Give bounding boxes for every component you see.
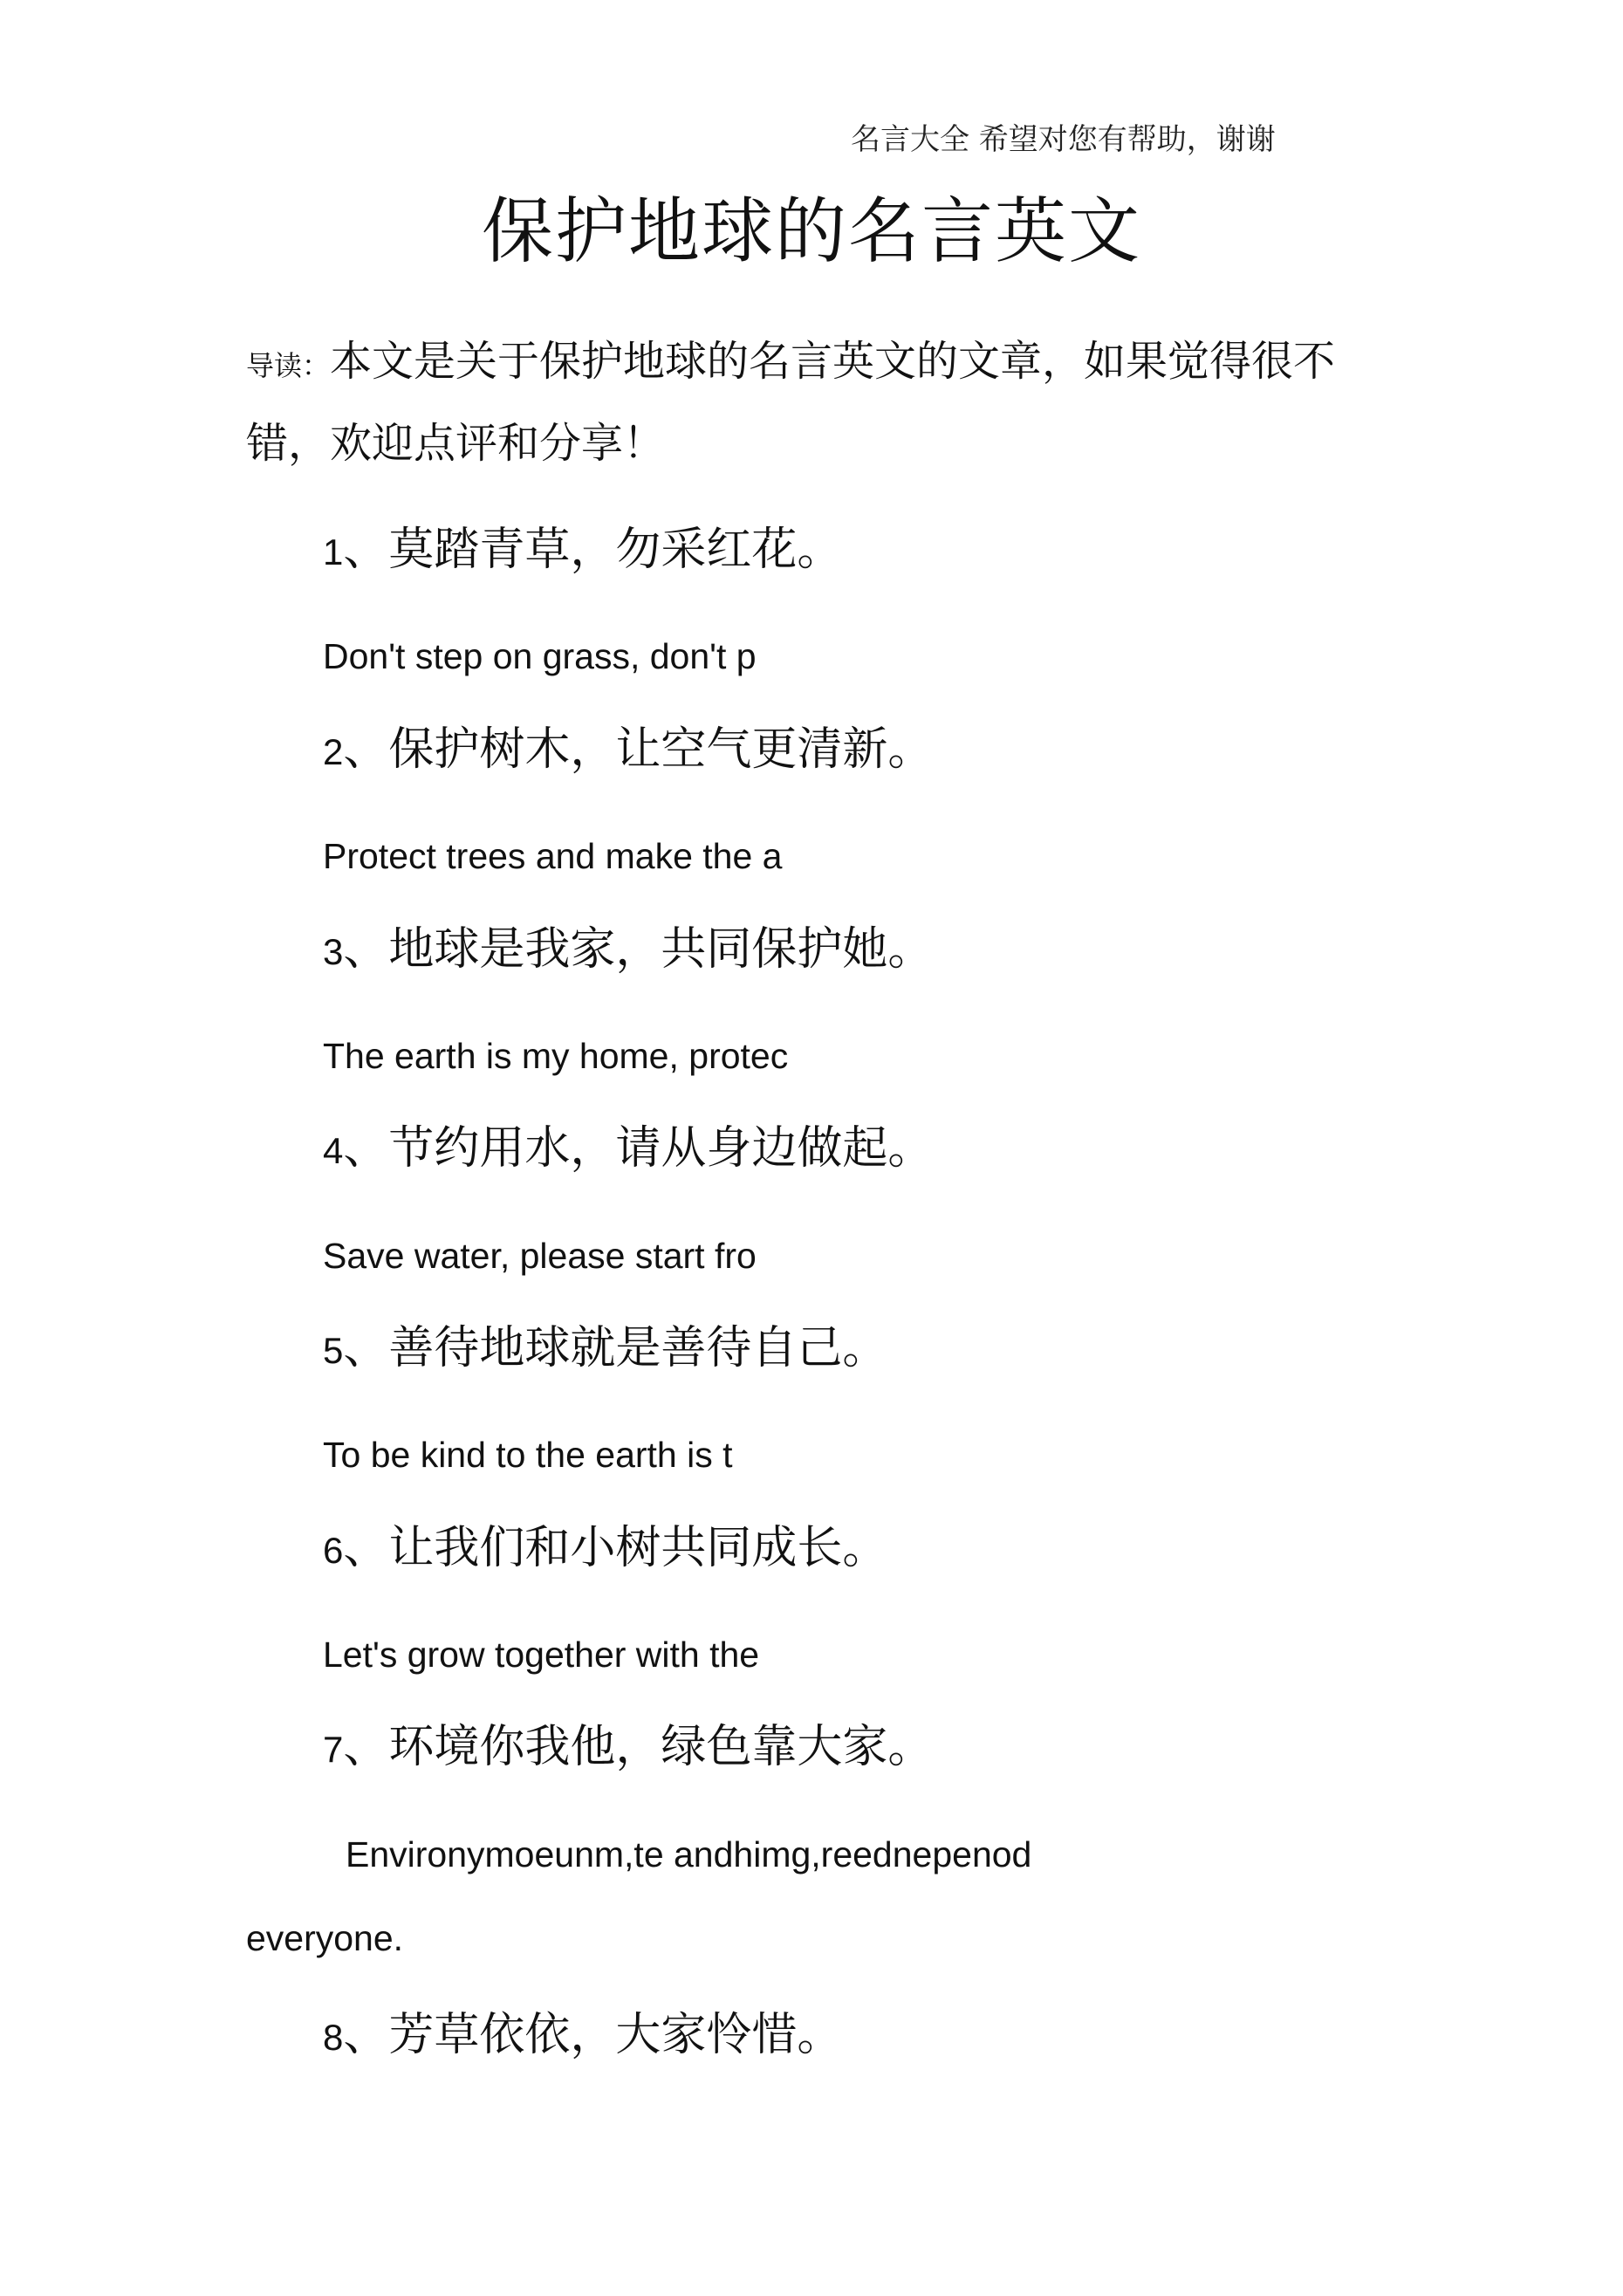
- quote-zh-text: 、环境你我他，绿色靠大家。: [343, 1721, 934, 1773]
- quote-zh-3: [323, 922, 933, 980]
- quote-zh-text: 、节约用水，请从身边做起。: [343, 1122, 934, 1175]
- quote-zh-5: [323, 1320, 887, 1379]
- quote-en-7: Environymoeunm,te andhimg,reednepenod: [346, 1834, 1032, 1874]
- quote-zh-text: 、善待地球就是善待自己。: [343, 1322, 888, 1374]
- quote-zh-6: [323, 1520, 887, 1579]
- quote-zh-text: 、莫踏青草，勿采红花。: [343, 524, 843, 576]
- quote-zh-text: 、芳草依依，大家怜惜。: [343, 2009, 843, 2061]
- intro-paragraph-line-1: [246, 335, 1335, 392]
- intro-text-1: 本文是关于保护地球的名言英文的文章，如果觉得很不: [330, 337, 1336, 386]
- quote-zh-text: 、保护树木，让空气更清新。: [343, 723, 934, 776]
- quote-number: 5: [323, 1330, 344, 1371]
- intro-label: 导读：: [246, 349, 331, 382]
- quote-zh-7: [323, 1719, 933, 1778]
- quote-en-5: To be kind to the earth is t: [323, 1435, 733, 1475]
- quote-zh-text: 、地球是我家，共同保护她。: [343, 923, 934, 976]
- quote-number: 3: [323, 931, 344, 972]
- quote-number: 7: [323, 1729, 344, 1770]
- quote-en-7-continued: everyone.: [246, 1918, 404, 1958]
- header-note: 名言大全 希望对您有帮助，谢谢: [851, 122, 1276, 157]
- quote-number: 2: [323, 731, 344, 772]
- quote-zh-4: [323, 1121, 933, 1179]
- quote-en-4: Save water, please start fro: [323, 1236, 757, 1276]
- quote-zh-8: [323, 2007, 842, 2066]
- quote-number: 8: [323, 2017, 344, 2058]
- quote-number: 1: [323, 531, 344, 572]
- quote-en-3: The earth is my home, protec: [323, 1036, 789, 1076]
- page-title: 保护地球的名言英文: [481, 190, 1141, 273]
- quote-en-2: Protect trees and make the a: [323, 836, 783, 876]
- quote-en-6: Let's grow together with the: [323, 1635, 760, 1675]
- quote-number: 4: [323, 1130, 344, 1171]
- quote-number: 6: [323, 1530, 344, 1571]
- quote-zh-text: 、让我们和小树共同成长。: [343, 1522, 888, 1574]
- quote-zh-1: [323, 522, 842, 580]
- quote-zh-2: [323, 722, 933, 780]
- quote-en-1: Don't step on grass, don't p: [323, 636, 757, 676]
- intro-paragraph-line-2: 错，欢迎点评和分享！: [246, 419, 666, 468]
